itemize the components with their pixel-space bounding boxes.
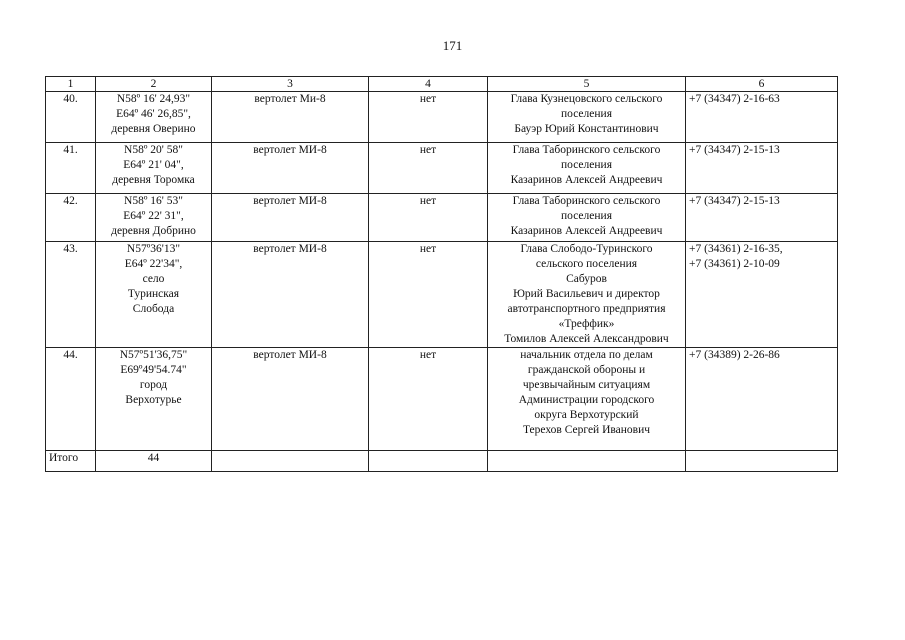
row-number: 43. (46, 242, 96, 348)
phone-cell (686, 143, 838, 194)
col-header-2: 2 (96, 77, 212, 92)
total-label: Итого (46, 451, 96, 472)
contact-cell (488, 92, 686, 143)
contact-line: Казаринов Алексей Андреевич (510, 225, 663, 237)
phone-cell (686, 348, 838, 451)
aircraft-cell: вертолет МИ-8 (212, 194, 369, 242)
row-number: 42. (46, 194, 96, 242)
location-cell (96, 92, 212, 143)
phone-line: +7 (34347) 2-15-13 (689, 195, 780, 207)
phone-line: +7 (34389) 2-26-86 (689, 349, 780, 361)
header-row (46, 77, 838, 92)
location-line: село (142, 273, 165, 285)
contact-line: гражданской обороны и (527, 364, 646, 376)
empty-cell (369, 451, 488, 472)
phone-cell (686, 92, 838, 143)
availability-cell: нет (369, 348, 488, 451)
row-number: 44. (46, 348, 96, 451)
location-line: Верхотурье (125, 394, 182, 406)
phone-cell (686, 194, 838, 242)
empty-cell (212, 451, 369, 472)
location-cell (96, 242, 212, 348)
location-line: город (139, 379, 168, 391)
col-header-3: 3 (212, 77, 369, 92)
contact-line: Глава Таборинского сельского (512, 144, 661, 156)
location-line: N58º 16' 53" (124, 195, 183, 207)
contact-line: Томилов Алексей Александрович (504, 333, 669, 345)
contact-line: Бауэр Юрий Константинович (514, 123, 659, 135)
table-row (46, 348, 838, 451)
location-cell (96, 143, 212, 194)
location-cell (96, 348, 212, 451)
location-line: N57º51'36,75" (119, 349, 188, 361)
contact-line: Терехов Сергей Иванович (522, 424, 651, 436)
location-line: деревня Добрино (111, 225, 196, 237)
availability-cell: нет (369, 92, 488, 143)
page-number: 171 (442, 38, 463, 53)
aircraft-cell: вертолет Ми-8 (212, 92, 369, 143)
contact-cell (488, 242, 686, 348)
contact-line: Глава Таборинского сельского (512, 195, 661, 207)
phone-cell (686, 242, 838, 348)
location-line: N57º36'13" (126, 243, 181, 255)
location-line: N58º 20' 58" (124, 144, 183, 156)
contact-line: поселения (561, 108, 612, 120)
location-line: E64º 22'34", (124, 258, 183, 270)
contact-line: поселения (561, 159, 612, 171)
contact-cell (488, 143, 686, 194)
location-line: E64º 22' 31", (123, 210, 184, 222)
contact-line: Глава Кузнецовского сельского (510, 93, 663, 105)
contact-cell (488, 348, 686, 451)
table-row (46, 92, 838, 143)
aircraft-cell: вертолет МИ-8 (212, 143, 369, 194)
availability-cell: нет (369, 143, 488, 194)
contact-line: округа Верхотурский (534, 409, 639, 421)
table-row (46, 143, 838, 194)
col-header-1: 1 (46, 77, 96, 92)
location-line: деревня Оверино (111, 123, 196, 135)
total-row (46, 451, 838, 472)
location-line: E69º49'54.74" (120, 364, 187, 376)
contact-line: Администрации городского (518, 394, 655, 406)
contact-cell (488, 194, 686, 242)
phone-line: +7 (34361) 2-16-35, (689, 243, 783, 255)
contact-line: Юрий Васильевич и директор (513, 288, 660, 300)
phone-line: +7 (34361) 2-10-09 (689, 258, 780, 270)
phone-line: +7 (34347) 2-15-13 (689, 144, 780, 156)
location-line: E64º 21' 04", (123, 159, 184, 171)
contact-line: Казаринов Алексей Андреевич (510, 174, 663, 186)
table-row (46, 242, 838, 348)
col-header-4: 4 (369, 77, 488, 92)
contact-line: Глава Слободо-Туринского (520, 243, 653, 255)
contact-line: начальник отдела по делам (520, 349, 653, 361)
total-value: 44 (96, 451, 212, 472)
empty-cell (686, 451, 838, 472)
location-line: Слобода (132, 303, 175, 315)
location-line: N58º 16' 24,93" (116, 93, 191, 105)
contact-line: чрезвычайным ситуациям (522, 379, 651, 391)
row-number: 40. (46, 92, 96, 143)
contact-line: автотранспортного предприятия (507, 303, 666, 315)
phone-line: +7 (34347) 2-16-63 (689, 93, 780, 105)
contact-line: Сабуров (566, 273, 607, 285)
col-header-6: 6 (686, 77, 838, 92)
aircraft-cell: вертолет МИ-8 (212, 242, 369, 348)
contact-line: поселения (561, 210, 612, 222)
empty-cell (488, 451, 686, 472)
contact-line: сельского поселения (535, 258, 638, 270)
location-line: деревня Торомка (112, 174, 195, 186)
helipad-table (45, 76, 838, 472)
contact-line: «Треффик» (558, 318, 615, 330)
location-line: Туринская (127, 288, 180, 300)
col-header-5: 5 (488, 77, 686, 92)
location-cell (96, 194, 212, 242)
aircraft-cell: вертолет МИ-8 (212, 348, 369, 451)
table-row (46, 194, 838, 242)
availability-cell: нет (369, 242, 488, 348)
availability-cell: нет (369, 194, 488, 242)
location-line: E64º 46' 26,85", (116, 108, 191, 120)
row-number: 41. (46, 143, 96, 194)
